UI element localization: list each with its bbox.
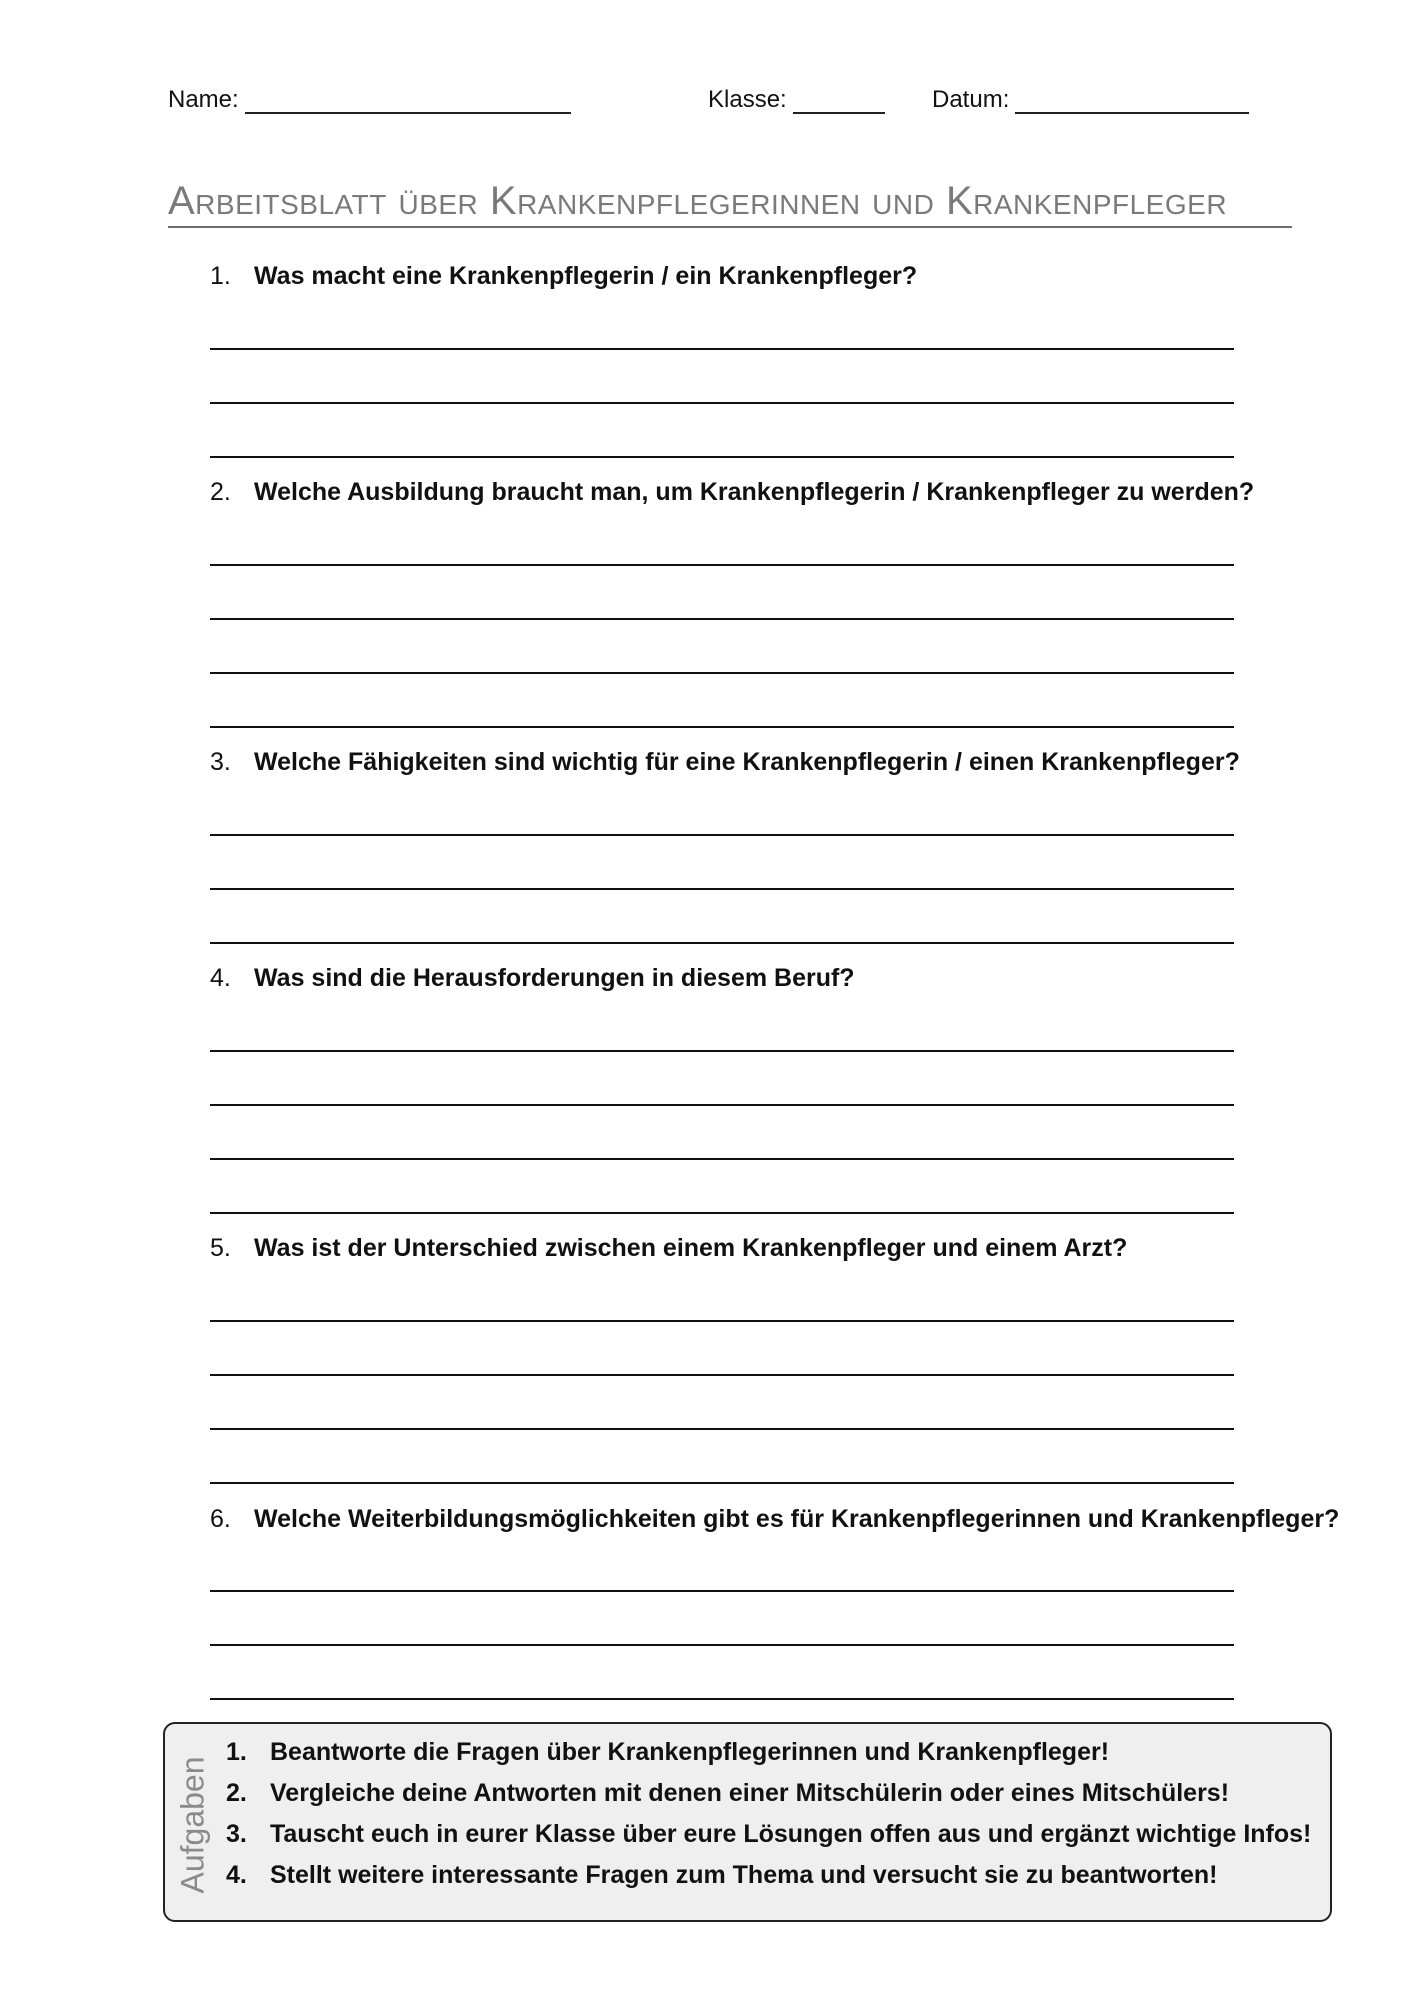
question-number: 5. [210, 1234, 231, 1262]
task-item-3 [226, 1820, 1311, 1849]
task-text: Tauscht euch in eurer Klasse über eure Lösungen offen aus und ergänzt wichtige Infos! [270, 1820, 1312, 1848]
task-item-2 [226, 1779, 1229, 1808]
answer-line[interactable] [210, 834, 1234, 836]
answer-line[interactable] [210, 1482, 1234, 1484]
answer-line[interactable] [210, 942, 1234, 944]
question-number: 6. [210, 1505, 231, 1533]
tasks-label [170, 1750, 216, 1900]
question-text: Welche Ausbildung braucht man, um Krankenpflegerin / Krankenpfleger zu werden? [254, 478, 1255, 506]
answer-line[interactable] [210, 1320, 1234, 1322]
task-text: Stellt weitere interessante Fragen zum Thema und versucht sie zu beantworten! [270, 1861, 1218, 1889]
question-number: 3. [210, 748, 231, 776]
answer-line[interactable] [210, 402, 1234, 404]
class-blank-line[interactable] [793, 86, 885, 114]
task-number: 3. [226, 1820, 247, 1848]
task-item-1 [226, 1738, 1109, 1767]
question-text: Was ist der Unterschied zwischen einem Krankenpfleger und einem Arzt? [254, 1234, 1128, 1262]
question-4 [210, 964, 855, 993]
name-field[interactable] [168, 86, 571, 114]
answer-line[interactable] [210, 1428, 1234, 1430]
question-number: 4. [210, 964, 231, 992]
answer-line[interactable] [210, 618, 1234, 620]
task-number: 4. [226, 1861, 247, 1889]
page-title: Arbeitsblatt über Krankenpflegerinnen und Krankenpfleger [168, 178, 1292, 228]
question-1 [210, 262, 917, 291]
date-label: Datum: [932, 86, 1010, 113]
task-number: 2. [226, 1779, 247, 1807]
question-text: Was sind die Herausforderungen in diesem Beruf? [254, 964, 855, 992]
question-5 [210, 1234, 1127, 1263]
answer-line[interactable] [210, 1644, 1234, 1646]
question-number: 1. [210, 262, 231, 290]
answer-line[interactable] [210, 1590, 1234, 1592]
answer-line[interactable] [210, 348, 1234, 350]
answer-line[interactable] [210, 726, 1234, 728]
question-3 [210, 748, 1240, 777]
task-number: 1. [226, 1738, 247, 1766]
tasks-label-text: Aufgaben [174, 1756, 211, 1894]
answer-line[interactable] [210, 888, 1234, 890]
answer-line[interactable] [210, 1104, 1234, 1106]
class-label: Klasse: [708, 86, 787, 113]
answer-line[interactable] [210, 1158, 1234, 1160]
task-item-4 [226, 1861, 1217, 1890]
question-text: Was macht eine Krankenpflegerin / ein Krankenpfleger? [254, 262, 918, 290]
answer-line[interactable] [210, 1050, 1234, 1052]
question-2 [210, 478, 1254, 507]
answer-line[interactable] [210, 1212, 1234, 1214]
question-number: 2. [210, 478, 231, 506]
answer-line[interactable] [210, 456, 1234, 458]
task-text: Beantworte die Fragen über Krankenpflegerinnen und Krankenpfleger! [270, 1738, 1110, 1766]
task-text: Vergleiche deine Antworten mit denen einer Mitschülerin oder eines Mitschülers! [270, 1779, 1230, 1807]
date-field[interactable] [932, 86, 1249, 114]
question-6 [210, 1505, 1339, 1534]
question-text: Welche Fähigkeiten sind wichtig für eine Krankenpflegerin / einen Krankenpfleger? [254, 748, 1240, 776]
name-label: Name: [168, 86, 239, 113]
date-blank-line[interactable] [1015, 86, 1249, 114]
answer-line[interactable] [210, 1698, 1234, 1700]
name-blank-line[interactable] [245, 86, 571, 114]
answer-line[interactable] [210, 672, 1234, 674]
question-text: Welche Weiterbildungsmöglichkeiten gibt es für Krankenpflegerinnen und Krankenpfleger? [254, 1505, 1340, 1533]
answer-line[interactable] [210, 564, 1234, 566]
answer-line[interactable] [210, 1374, 1234, 1376]
class-field[interactable] [708, 86, 885, 114]
